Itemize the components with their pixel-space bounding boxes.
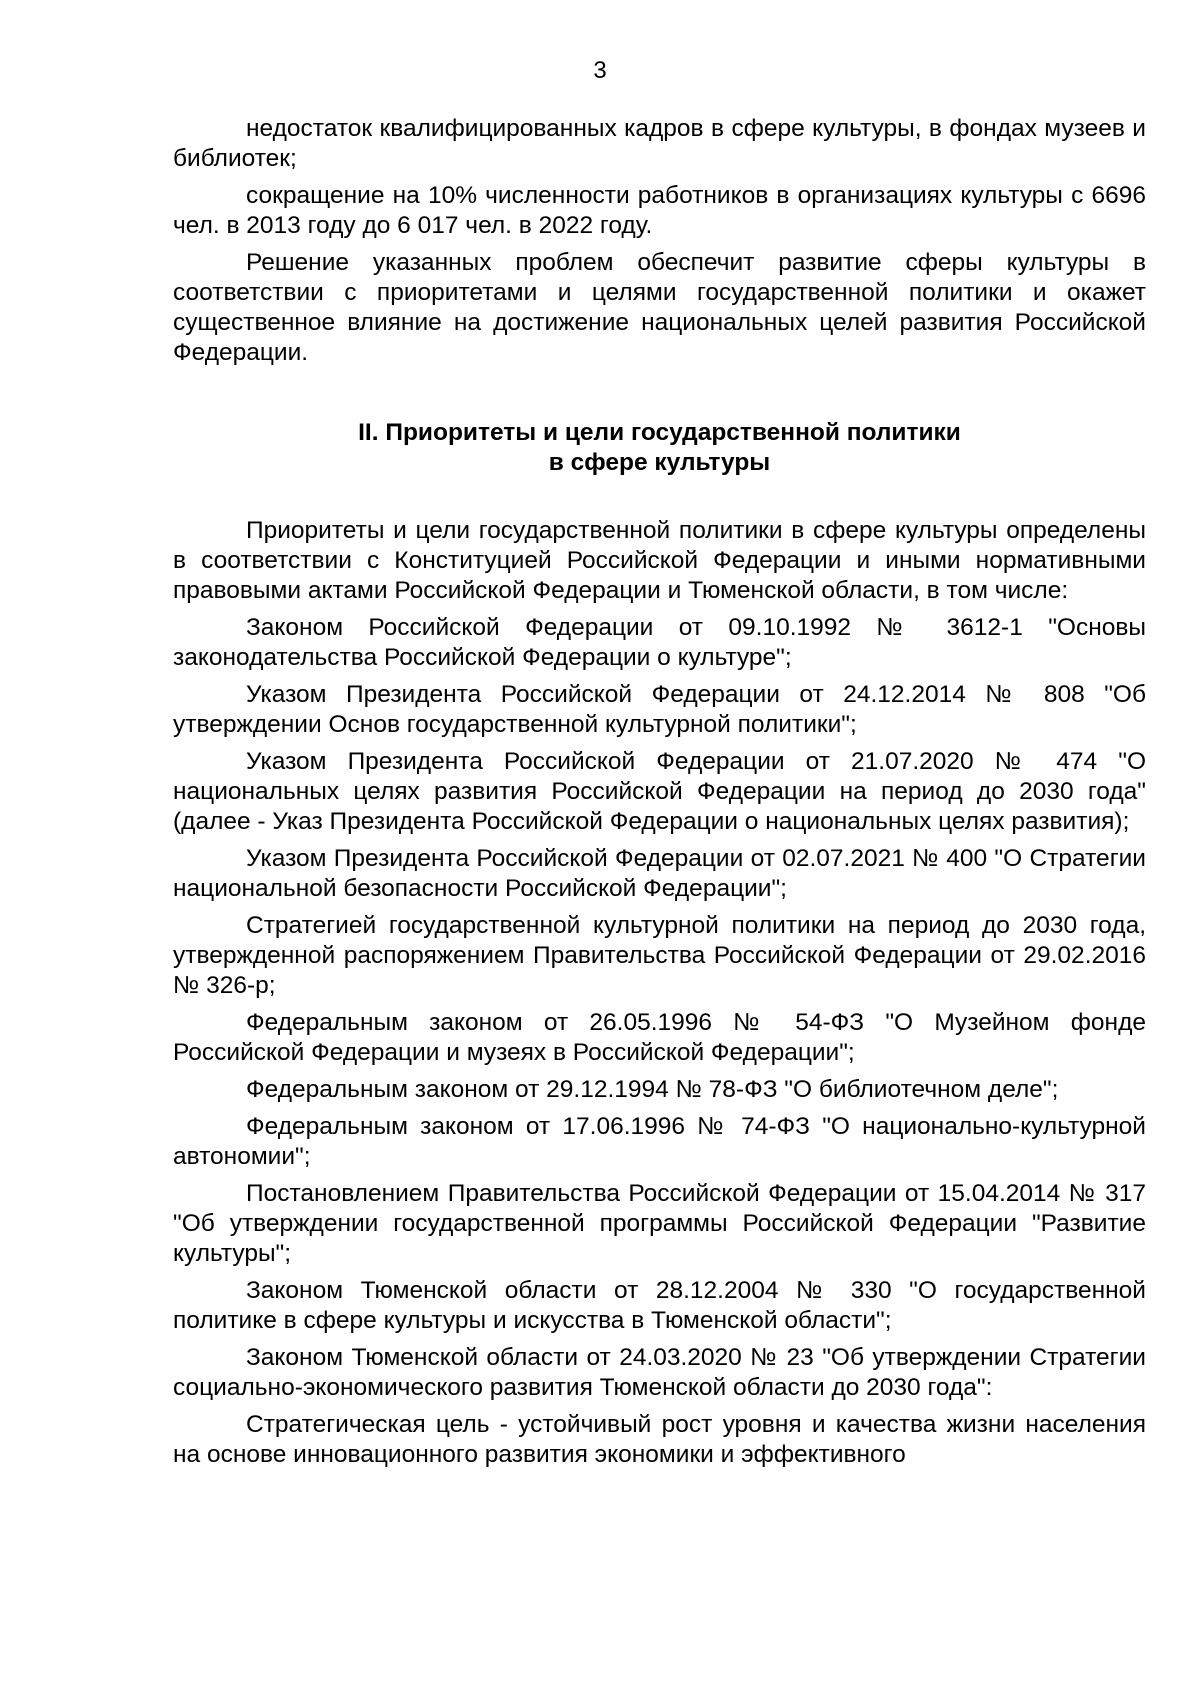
paragraph-tyumen-law-23: Законом Тюменской области от 24.03.2020 № 23 "Об утверждении Стратегии социально-экономического развития Тюменской области до 2030 года":	[173, 1344, 1146, 1401]
paragraph-staff-reduction: сокращение на 10% численности работников в организациях культуры с 6696 чел. в 2013 году до 6 017 чел. в 2022 году.	[173, 182, 1146, 239]
paragraph-decree-808: Указом Президента Российской Федерации от 24.12.2014 № 808 "Об утверждении Основ государственной культурной политики";	[173, 681, 1146, 738]
paragraph-decree-474: Указом Президента Российской Федерации от 21.07.2020 № 474 "О национальных целях развития Российской Федерации на период до 2030 года" (далее - Указ Президента Российской Федерации о национальных целях развития);	[173, 748, 1146, 835]
paragraph-problem-solution: Решение указанных проблем обеспечит развитие сферы культуры в соответствии с приоритетами и целями государственной политики и окажет существенное влияние на достижение национальных целей развития Российской Федерации.	[173, 249, 1146, 366]
paragraph-staff-shortage: недостаток квалифицированных кадров в сфере культуры, в фондах музеев и библиотек;	[173, 115, 1146, 172]
paragraph-decree-400: Указом Президента Российской Федерации от 02.07.2021 № 400 "О Стратегии национальной безопасности Российской Федерации";	[173, 845, 1146, 902]
paragraph-law-74-fz: Федеральным законом от 17.06.1996 № 74-ФЗ "О национально-культурной автономии";	[173, 1113, 1146, 1170]
paragraph-law-culture-basics: Законом Российской Федерации от 09.10.1992 № 3612-1 "Основы законодательства Российской Федерации о культуре";	[173, 614, 1146, 671]
paragraph-tyumen-law-330: Законом Тюменской области от 28.12.2004 № 330 "О государственной политике в сфере культуры и искусства в Тюменской области";	[173, 1277, 1146, 1334]
paragraph-priorities-intro: Приоритеты и цели государственной политики в сфере культуры определены в соответствии с Конституцией Российской Федерации и иными нормативными правовыми актами Российской Федерации и Тюменской области, в том числе:	[173, 517, 1146, 604]
paragraph-resolution-317: Постановлением Правительства Российской Федерации от 15.04.2014 № 317 "Об утверждении государственной программы Российской Федерации "Развитие культуры";	[173, 1180, 1146, 1267]
section-heading	[173, 418, 1146, 478]
section-heading-line-1: II. Приоритеты и цели государственной политики	[358, 419, 961, 446]
paragraph-cultural-policy-strategy: Стратегией государственной культурной политики на период до 2030 года, утвержденной распоряжением Правительства Российской Федерации от 29.02.2016 № 326-р;	[173, 912, 1146, 999]
section-heading-line-2: в сфере культуры	[548, 449, 771, 476]
page-number: 3	[593, 57, 607, 84]
document-body	[173, 114, 1146, 1477]
paragraph-law-78-fz: Федеральным законом от 29.12.1994 № 78-ФЗ "О библиотечном деле";	[246, 1076, 1059, 1103]
paragraph-law-54-fz: Федеральным законом от 26.05.1996 № 54-ФЗ "О Музейном фонде Российской Федерации и музеях в Российской Федерации";	[173, 1009, 1146, 1066]
paragraph-strategic-goal: Стратегическая цель - устойчивый рост уровня и качества жизни населения на основе инновационного развития экономики и эффективного	[173, 1411, 1146, 1468]
